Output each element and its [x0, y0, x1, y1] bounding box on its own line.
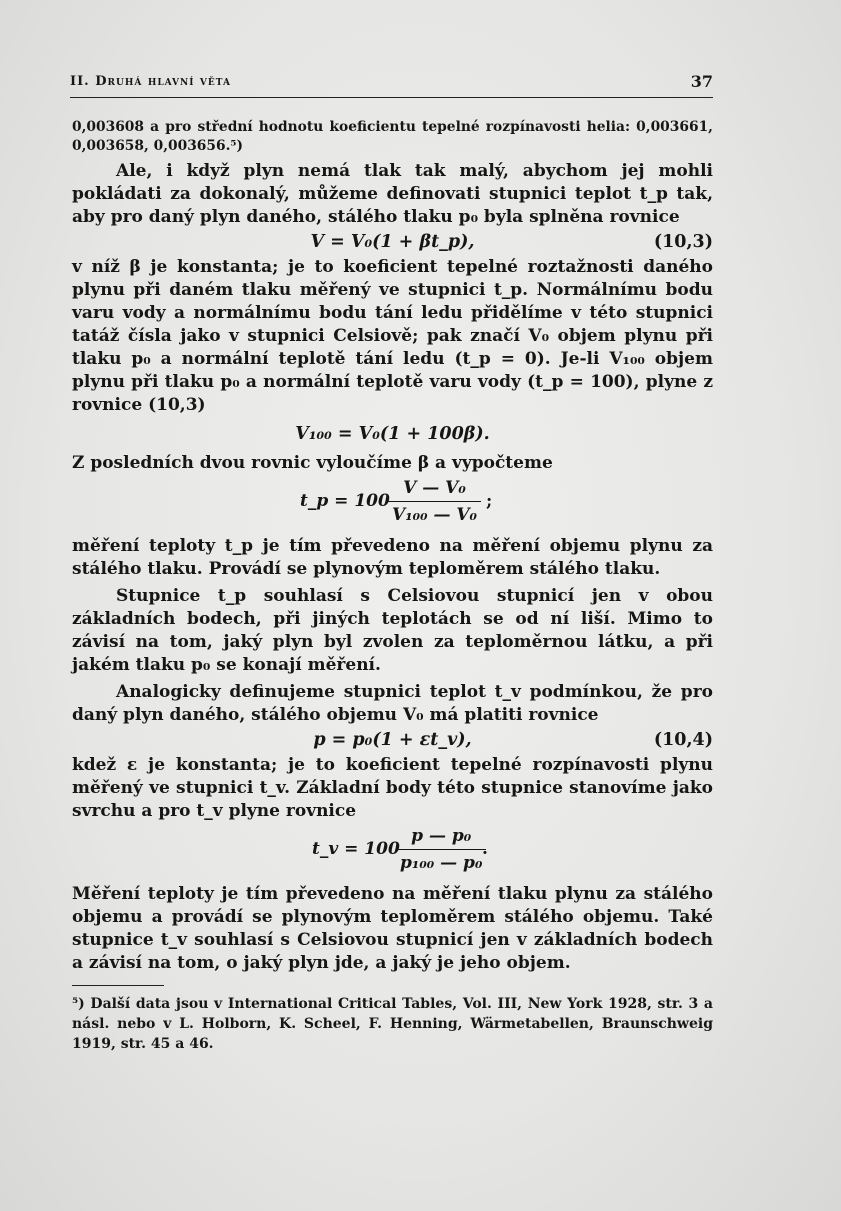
equation-v100: [72, 421, 713, 448]
equation-tp-numerator: V — V₀: [403, 478, 466, 498]
paragraph-3: Z posledních dvou rovnic vyloučíme β a vypočteme: [72, 453, 553, 473]
equation-10-3-formula: V = V₀(1 + βt_p),: [310, 232, 475, 252]
equation-10-4-number: (10,4): [653, 730, 713, 750]
equation-tv-lhs: t_v = 100: [312, 839, 400, 859]
equation-10-4: [72, 727, 713, 754]
paragraph-7: kdež ε je konstanta; je to koeficient tepelné rozpínavosti plynu měřený ve stupnici t_v. Základní body této stupnice stanovíme jako svrchu a pro t_v plyne rovnice: [72, 755, 713, 821]
equation-tp-tail: ;: [486, 491, 493, 511]
paragraph-1: Ale, i když plyn nemá tlak tak malý, abychom jej mohli pokládati za dokonalý, můžeme definovati stupnici teplot t_p tak, aby pro daný plyn daného, stálého tlaku p₀ byla splněna rovnice: [72, 161, 713, 227]
equation-tp: [72, 475, 713, 535]
equation-10-3-number: (10,3): [653, 232, 713, 252]
equation-tv: [72, 823, 713, 883]
paragraph-6: Analogicky definujeme stupnici teplot t_v podmínkou, že pro daný plyn daného, stálého objemu V₀ má platiti rovnice: [72, 682, 713, 725]
equation-tp-lhs: t_p = 100: [300, 491, 390, 511]
page-header: [70, 72, 713, 94]
footnote-5: ⁵) Další data jsou v International Critical Tables, Vol. III, New York 1928, str. 3 a násl. nebo v L. Holborn, K. Scheel, F. Henning, Wärmetabellen, Braunschweig 1919, str. 45 a 46.: [72, 996, 713, 1052]
equation-tv-fraction: [396, 823, 486, 876]
running-title: II. Druhá hlavní věta: [70, 74, 231, 89]
page-number: 37: [690, 72, 713, 91]
header-rule: [70, 97, 713, 98]
paragraph-8: Měření teploty je tím převedeno na měření tlaku plynu za stálého objemu a provádí se plynovým teploměrem stálého objemu. Také stupnice t_v souhlasí s Celsiovou stupnicí jen v základních bodech a závisí na tom, o jaký plyn jde, a jaký je jeho objem.: [72, 884, 713, 973]
equation-10-4-formula: p = p₀(1 + εt_v),: [313, 730, 472, 750]
equation-tp-fraction: [388, 475, 481, 528]
page-body: [72, 118, 713, 1054]
equation-tp-denominator: V₁₀₀ — V₀: [388, 501, 481, 528]
paragraph-5: Stupnice t_p souhlasí s Celsiovou stupnicí jen v obou základních bodech, při jiných teplotách se od ní liší. Mimo to závisí na tom, jaký plyn byl zvolen za teploměrnou látku, a při jakém tlaku p₀ se konají měření.: [72, 586, 713, 675]
equation-v100-formula: V₁₀₀ = V₀(1 + 100β).: [295, 424, 490, 444]
paragraph-top: 0,003608 a pro střední hodnotu koeficientu tepelné rozpínavosti helia: 0,003661, 0,003658, 0,003656.⁵): [72, 119, 713, 154]
equation-tv-tail: .: [482, 839, 488, 859]
footnote-rule: [72, 985, 164, 986]
paragraph-4: měření teploty t_p je tím převedeno na měření objemu plynu za stálého tlaku. Provádí se plynovým teploměrem stálého tlaku.: [72, 536, 713, 579]
equation-tv-denominator: p₁₀₀ — p₀: [396, 849, 486, 876]
paragraph-2: v níž β je konstanta; je to koeficient tepelné roztažnosti daného plynu při daném tlaku měřený ve stupnici t_p. Normálnímu bodu varu vody a normálnímu bodu tání ledu přidělíme v této stupnici tatáž čísla jako v stupnici Celsiově; pak značí V₀ objem plynu při tlaku p₀ a normální teplotě tání ledu (t_p = 0). Je-li V₁₀₀ objem plynu při tlaku p₀ a normální teplotě varu vody (t_p = 100), plyne z rovnice (10,3): [72, 257, 713, 415]
equation-tv-numerator: p — p₀: [411, 826, 472, 846]
equation-10-3: [72, 229, 713, 256]
